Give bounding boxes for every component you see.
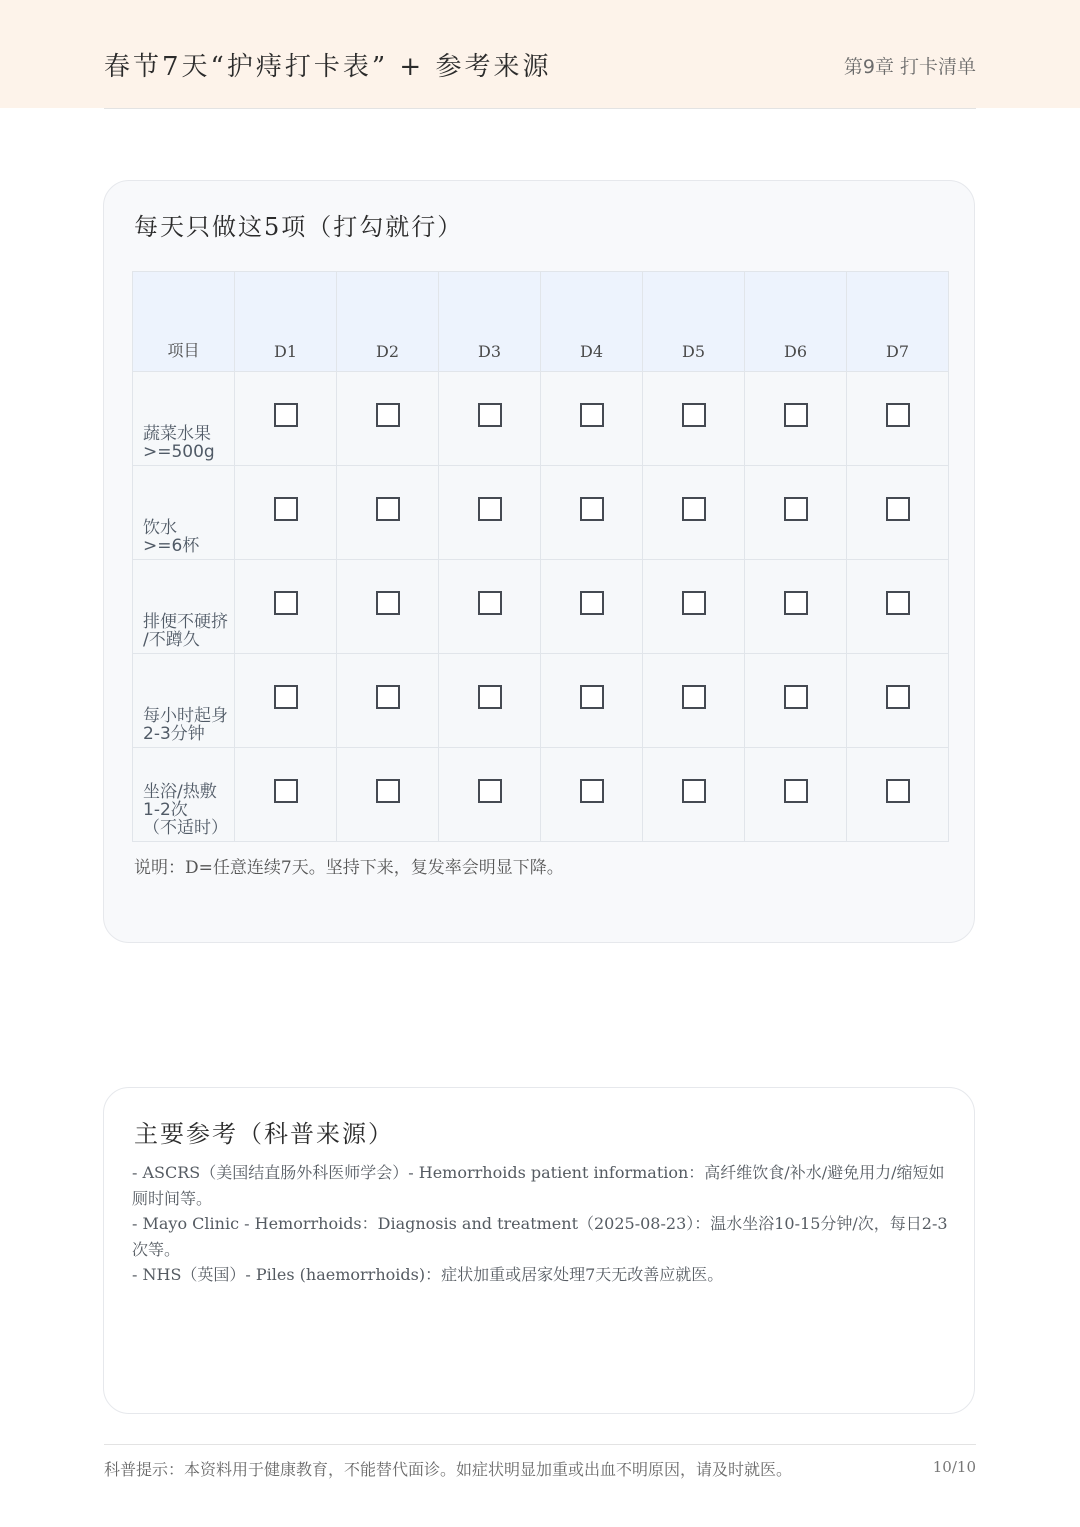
row-label-line: 每小时起身 <box>143 706 228 726</box>
checkbox-d6[interactable] <box>784 403 808 427</box>
chapter-label: 第9章 打卡清单 <box>843 56 976 78</box>
checklist-card <box>103 180 975 943</box>
checkbox-d3[interactable] <box>478 685 502 709</box>
checkbox-d4[interactable] <box>580 591 604 615</box>
checkbox-d6[interactable] <box>784 685 808 709</box>
row-label-line: >=500g <box>143 442 215 462</box>
references-card <box>103 1087 975 1414</box>
column-header-d2: D2 <box>337 272 439 372</box>
checkbox-d7[interactable] <box>886 591 910 615</box>
check-cell <box>541 748 643 842</box>
check-cell <box>847 748 949 842</box>
reference-item-nhs: - NHS（英国）- Piles (haemorrhoids)：症状加重或居家处理7天无改善应就医。 <box>132 1265 724 1284</box>
checkbox-d4[interactable] <box>580 779 604 803</box>
table-row <box>133 372 949 466</box>
checklist-header-row <box>133 272 949 372</box>
check-cell <box>847 560 949 654</box>
row-label-line: 排便不硬挤 <box>143 612 228 632</box>
check-cell <box>847 372 949 466</box>
checkbox-d4[interactable] <box>580 685 604 709</box>
row-label-line: >=6杯 <box>143 536 200 556</box>
row-label-line: 饮水 <box>143 518 177 538</box>
reference-item-mayo: - Mayo Clinic - Hemorrhoids：Diagnosis and treatment（2025-08-23）：温水坐浴10-15分钟/次，每日2-3次等。 <box>132 1214 948 1259</box>
checkbox-d1[interactable] <box>274 497 298 521</box>
table-row <box>133 466 949 560</box>
row-label-line: 2-3分钟 <box>143 724 205 744</box>
row-label <box>133 466 235 560</box>
column-header-d5: D5 <box>643 272 745 372</box>
check-cell <box>439 560 541 654</box>
check-cell <box>643 466 745 560</box>
row-label-line: 蔬菜水果 <box>143 424 211 444</box>
checkbox-d3[interactable] <box>478 497 502 521</box>
checkbox-d1[interactable] <box>274 685 298 709</box>
table-row <box>133 748 949 842</box>
checkbox-d7[interactable] <box>886 403 910 427</box>
column-header-d6: D6 <box>745 272 847 372</box>
header-divider <box>104 108 976 109</box>
checkbox-d4[interactable] <box>580 497 604 521</box>
row-label <box>133 560 235 654</box>
check-cell <box>745 372 847 466</box>
checkbox-d1[interactable] <box>274 779 298 803</box>
check-cell <box>745 654 847 748</box>
row-label-line: /不蹲久 <box>143 630 200 650</box>
checkbox-d2[interactable] <box>376 779 400 803</box>
check-cell <box>439 748 541 842</box>
checkbox-d1[interactable] <box>274 591 298 615</box>
column-header-d1: D1 <box>235 272 337 372</box>
footer-divider <box>104 1444 976 1445</box>
checkbox-d2[interactable] <box>376 497 400 521</box>
checkbox-d5[interactable] <box>682 403 706 427</box>
check-cell <box>235 466 337 560</box>
checklist-title: 每天只做这5项（打勾就行） <box>134 213 464 241</box>
checklist-note: 说明：D=任意连续7天。坚持下来，复发率会明显下降。 <box>134 858 564 878</box>
checkbox-d5[interactable] <box>682 779 706 803</box>
check-cell <box>643 748 745 842</box>
check-cell <box>847 654 949 748</box>
check-cell <box>847 466 949 560</box>
check-cell <box>235 654 337 748</box>
check-cell <box>541 372 643 466</box>
check-cell <box>541 466 643 560</box>
check-cell <box>439 372 541 466</box>
table-row <box>133 654 949 748</box>
check-cell <box>337 372 439 466</box>
checkbox-d6[interactable] <box>784 779 808 803</box>
check-cell <box>235 748 337 842</box>
column-header-item: 项目 <box>133 272 235 372</box>
column-header-d4: D4 <box>541 272 643 372</box>
check-cell <box>337 654 439 748</box>
check-cell <box>745 748 847 842</box>
checkbox-d1[interactable] <box>274 403 298 427</box>
checklist-table <box>132 271 949 842</box>
checkbox-d3[interactable] <box>478 403 502 427</box>
checkbox-d7[interactable] <box>886 779 910 803</box>
check-cell <box>643 654 745 748</box>
checkbox-d5[interactable] <box>682 685 706 709</box>
check-cell <box>439 654 541 748</box>
check-cell <box>337 466 439 560</box>
column-header-d7: D7 <box>847 272 949 372</box>
row-label-line: （不适时） <box>143 818 228 838</box>
table-row <box>133 560 949 654</box>
check-cell <box>643 372 745 466</box>
references-title: 主要参考（科普来源） <box>134 1120 394 1148</box>
checkbox-d3[interactable] <box>478 591 502 615</box>
page-title: 春节7天“护痔打卡表” + 参考来源 <box>104 52 552 82</box>
references-list <box>132 1160 952 1288</box>
footer-disclaimer: 科普提示：本资料用于健康教育，不能替代面诊。如症状明显加重或出血不明原因，请及时就医。 <box>104 1460 793 1479</box>
check-cell <box>337 748 439 842</box>
check-cell <box>541 560 643 654</box>
row-label-line: 1-2次 <box>143 800 188 820</box>
row-label-line: 坐浴/热敷 <box>143 782 217 802</box>
check-cell <box>745 466 847 560</box>
page-number: 10/10 <box>932 1458 976 1476</box>
checkbox-d2[interactable] <box>376 403 400 427</box>
check-cell <box>235 372 337 466</box>
checkbox-d4[interactable] <box>580 403 604 427</box>
checkbox-d7[interactable] <box>886 497 910 521</box>
row-label <box>133 654 235 748</box>
check-cell <box>643 560 745 654</box>
checkbox-d2[interactable] <box>376 685 400 709</box>
column-header-d3: D3 <box>439 272 541 372</box>
row-label <box>133 748 235 842</box>
checkbox-d2[interactable] <box>376 591 400 615</box>
check-cell <box>337 560 439 654</box>
check-cell <box>745 560 847 654</box>
reference-item-ascrs: - ASCRS（美国结直肠外科医师学会）- Hemorrhoids patient information：高纤维饮食/补水/避免用力/缩短如厕时间等。 <box>132 1163 945 1208</box>
row-label <box>133 372 235 466</box>
checkbox-d6[interactable] <box>784 591 808 615</box>
checkbox-d3[interactable] <box>478 779 502 803</box>
check-cell <box>439 466 541 560</box>
checkbox-d5[interactable] <box>682 497 706 521</box>
check-cell <box>235 560 337 654</box>
checkbox-d5[interactable] <box>682 591 706 615</box>
page-header <box>0 0 1080 108</box>
checkbox-d6[interactable] <box>784 497 808 521</box>
check-cell <box>541 654 643 748</box>
checkbox-d7[interactable] <box>886 685 910 709</box>
